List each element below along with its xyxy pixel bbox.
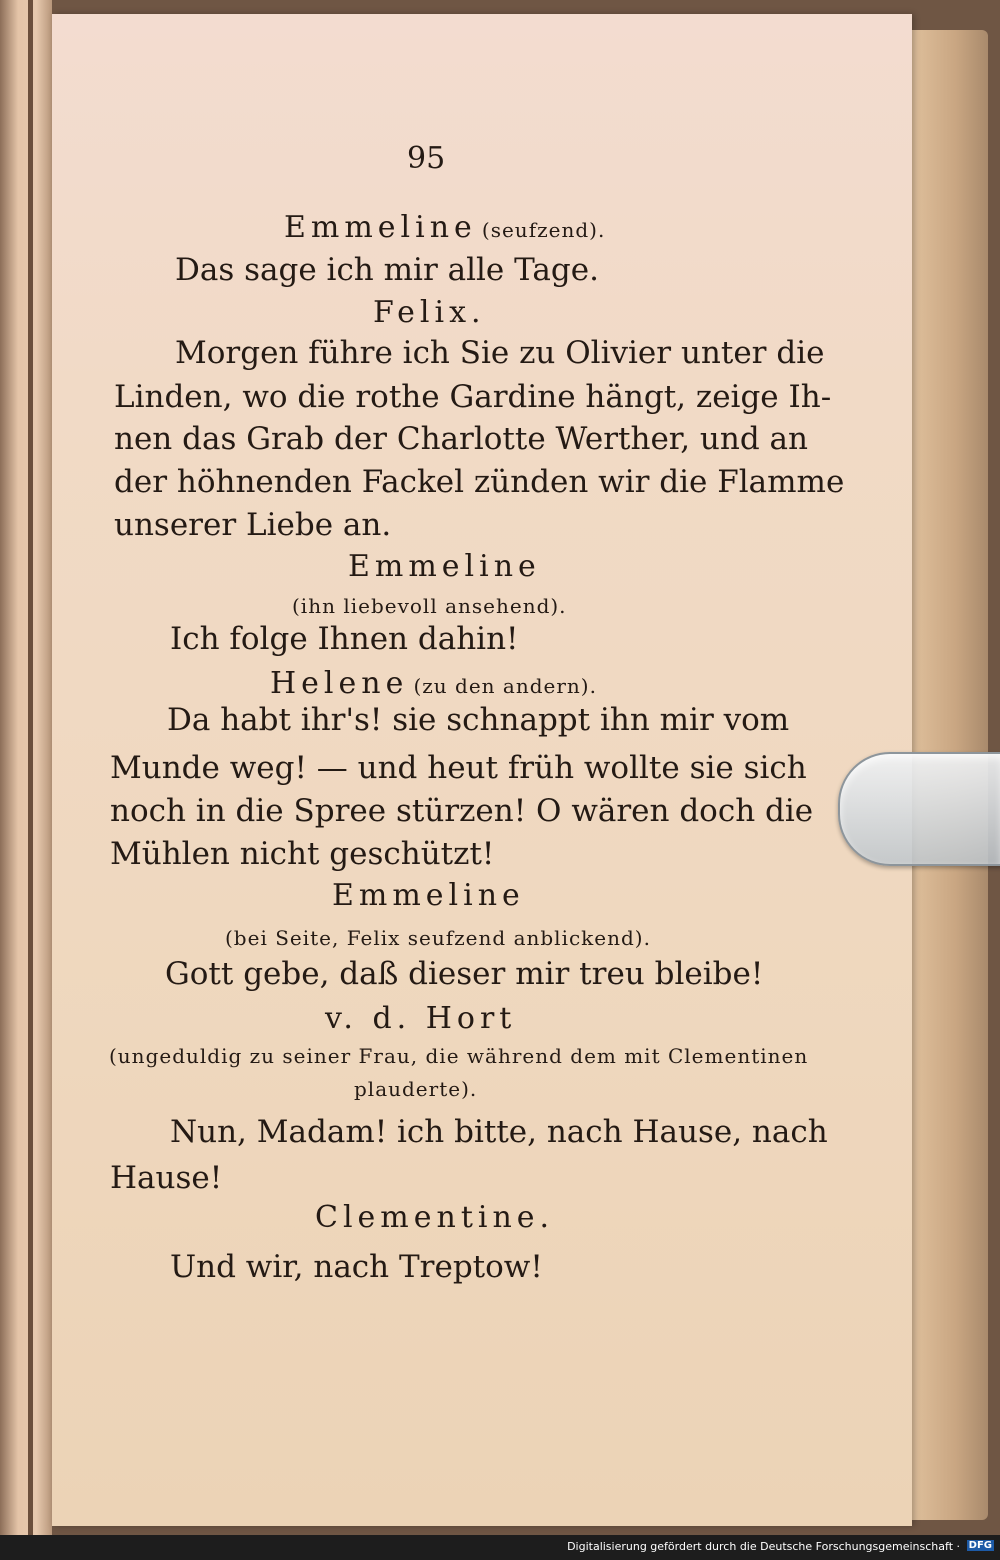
stage-direction: (bei Seite, Felix seufzend anblickend). [225,926,651,950]
left-page-edge [0,0,52,1535]
text-line: Ich folge Ihnen dahin! [170,621,519,657]
speaker-name: Emmeline [348,549,541,584]
text-line: Mühlen nicht geschützt! [110,836,495,872]
dfg-logo-icon: DFG [968,1540,992,1551]
text-line: Linden, wo die rothe Gardine hängt, zeige Ih- [114,379,832,415]
text-line: noch in die Spree stürzen! O wären doch die [110,793,814,829]
text-line: Hause! [110,1160,223,1196]
speaker-name: Felix. [373,295,486,330]
speaker-name: Emmeline [332,878,525,913]
funding-credit: Digitalisierung gefördert durch die Deutsche Forschungsgemeinschaft · [567,1540,960,1553]
text-line: Nun, Madam! ich bitte, nach Hause, nach [170,1114,828,1150]
book-spine [28,0,33,1535]
text-line: Munde weg! — und heut früh wollte sie sich [110,750,807,786]
footer-bar [0,1535,1000,1560]
text-line: der höhnenden Fackel zünden wir die Flamme [114,464,845,500]
text-line: Morgen führe ich Sie zu Olivier unter die [175,335,825,371]
speaker-name: Helene [270,666,409,701]
text-line: unserer Liebe an. [114,507,392,543]
speaker-name: Clementine. [315,1200,555,1235]
speaker-name: Emmeline [284,210,477,245]
stage-direction: (ihn liebevoll ansehend). [292,594,567,618]
text-line: nen das Grab der Charlotte Werther, und an [114,421,808,457]
stage-direction: (zu den andern). [413,674,597,698]
page-clip [838,752,1000,866]
text-line: Da habt ihr's! sie schnappt ihn mir vom [167,702,790,738]
text-line [284,210,605,245]
stage-direction: plauderte). [354,1077,478,1101]
stage-direction: (ungeduldig zu seiner Frau, die während dem mit Clementinen [109,1044,809,1068]
page-number: 95 [407,141,446,176]
text-line: Und wir, nach Treptow! [170,1249,543,1285]
speaker-name: v. d. Hort [325,1001,517,1036]
text-line: Gott gebe, daß dieser mir treu bleibe! [165,956,764,992]
book-page [52,14,912,1526]
stage-direction: (seufzend). [481,218,606,242]
text-line [270,666,597,701]
text-line: Das sage ich mir alle Tage. [175,252,599,288]
